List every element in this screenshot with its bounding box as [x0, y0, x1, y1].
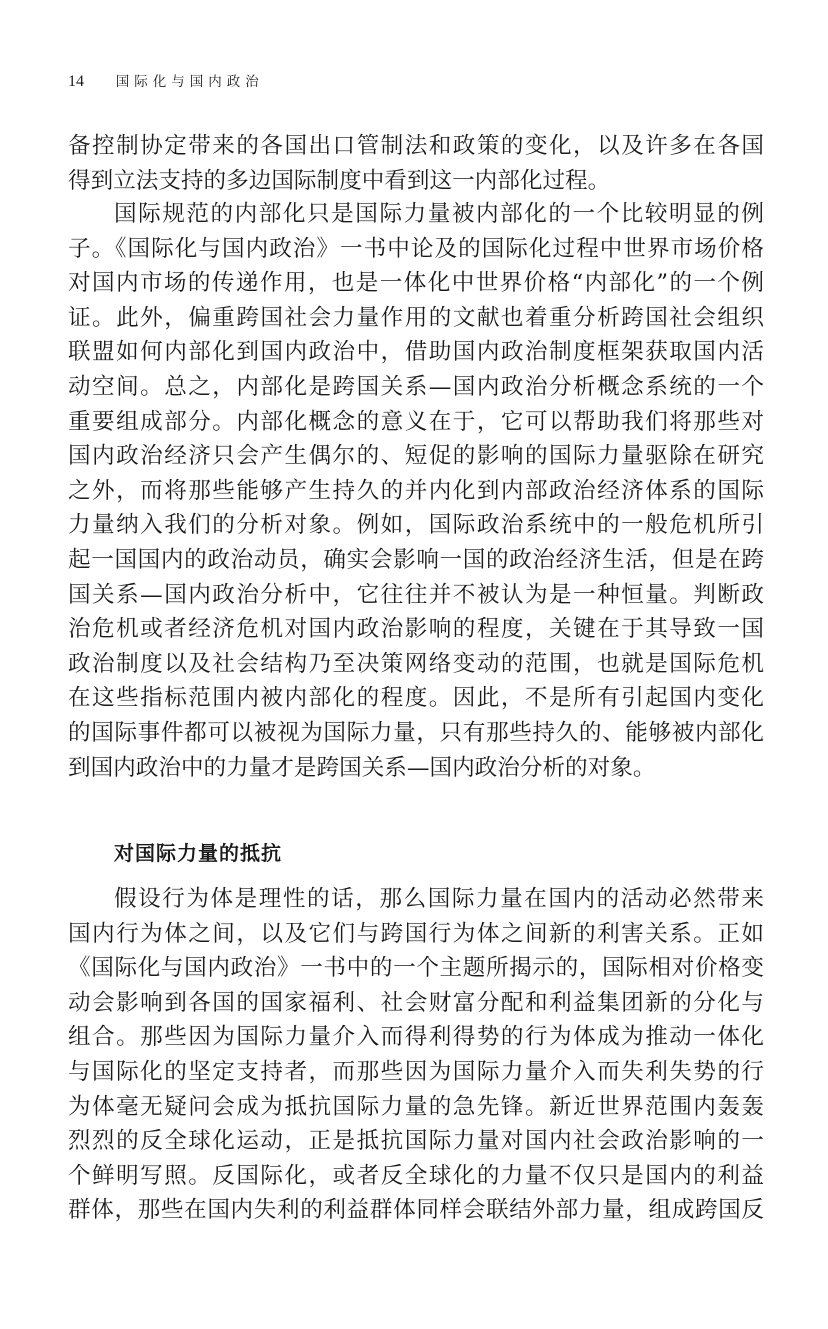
- text-line: 力量纳入我们的分析对象。例如，国际政治系统中的一般危机所引: [68, 512, 764, 539]
- page-number: 14: [68, 73, 84, 90]
- paragraph-continued: [68, 129, 764, 198]
- paragraph-internalization: [68, 197, 764, 785]
- text-line: 国内行为体之间，以及它们与跨国行为体之间新的利害关系。正如: [68, 920, 764, 947]
- text-line: 起一国国内的政治动员，确实会影响一国的政治经济生活，但是在跨: [68, 546, 764, 573]
- text-line: 动会影响到各国的国家福利、社会财富分配和利益集团新的分化与: [68, 989, 764, 1016]
- text-line: 与国际化的坚定支持者，而那些因为国际力量介入而失利失势的行: [68, 1058, 764, 1085]
- running-title: 国际化与国内政治: [115, 74, 264, 90]
- text-line: 在这些指标范围内被内部化的程度。因此，不是所有引起国内变化: [68, 685, 764, 712]
- text-line: 联盟如何内部化到国内政治中，借助国内政治制度框架获取国内活: [68, 339, 764, 366]
- text-line: 组合。那些因为国际力量介入而得利得势的行为体成为推动一体化: [68, 1024, 764, 1051]
- text-line: 烈烈的反全球化运动，正是抵抗国际力量对国内社会政治影响的一: [68, 1128, 764, 1155]
- text-line: 假设行为体是理性的话，那么国际力量在国内的活动必然带来: [114, 886, 764, 912]
- text-line: 治危机或者经济危机对国内政治影响的程度，关键在于其导致一国: [68, 616, 764, 643]
- text-line: 国关系—国内政治分析中，它往往并不被认为是一种恒量。判断政: [68, 581, 764, 608]
- text-line: 到国内政治中的力量才是跨国关系—国内政治分析的对象。: [68, 754, 656, 781]
- text-line: 个鲜明写照。反国际化，或者反全球化的力量不仅只是国内的利益: [68, 1162, 764, 1189]
- text-line: 重要组成部分。内部化概念的意义在于，它可以帮助我们将那些对: [68, 408, 764, 435]
- text-line: 群体，那些在国内失利的利益群体同样会联结外部力量，组成跨国反: [68, 1197, 764, 1224]
- running-head: [68, 70, 264, 91]
- text-line: 国内政治经济只会产生偶尔的、短促的影响的国际力量驱除在研究: [68, 443, 764, 470]
- text-line: 国际规范的内部化只是国际力量被内部化的一个比较明显的例: [114, 201, 764, 227]
- text-line: 得到立法支持的多边国际制度中看到这一内部化过程。: [68, 167, 611, 194]
- paragraph-resistance: [68, 882, 764, 1228]
- text-line: 政治制度以及社会结构乃至决策网络变动的范围，也就是国际危机: [68, 650, 764, 677]
- text-line: 为体毫无疑问会成为抵抗国际力量的急先锋。新近世界范围内轰轰: [68, 1093, 764, 1120]
- text-line: 的国际事件都可以被视为国际力量，只有那些持久的、能够被内部化: [68, 719, 764, 746]
- text-line: 之外，而将那些能够产生持久的并内化到内部政治经济体系的国际: [68, 477, 764, 504]
- text-line: 动空间。总之，内部化是跨国关系—国内政治分析概念系统的一个: [68, 373, 764, 400]
- text-line: 《国际化与国内政治》一书中的一个主题所揭示的，国际相对价格变: [68, 955, 764, 982]
- text-line: 证。此外，偏重跨国社会力量作用的文献也着重分析跨国社会组织: [68, 304, 764, 331]
- text-line: 备控制协定带来的各国出口管制法和政策的变化，以及许多在各国: [68, 133, 764, 159]
- section-heading: 对国际力量的抵抗: [114, 841, 282, 865]
- text-line: 子。《国际化与国内政治》一书中论及的国际化过程中世界市场价格: [68, 235, 764, 262]
- text-line: 对国内市场的传递作用，也是一体化中世界价格“内部化”的一个例: [68, 270, 764, 297]
